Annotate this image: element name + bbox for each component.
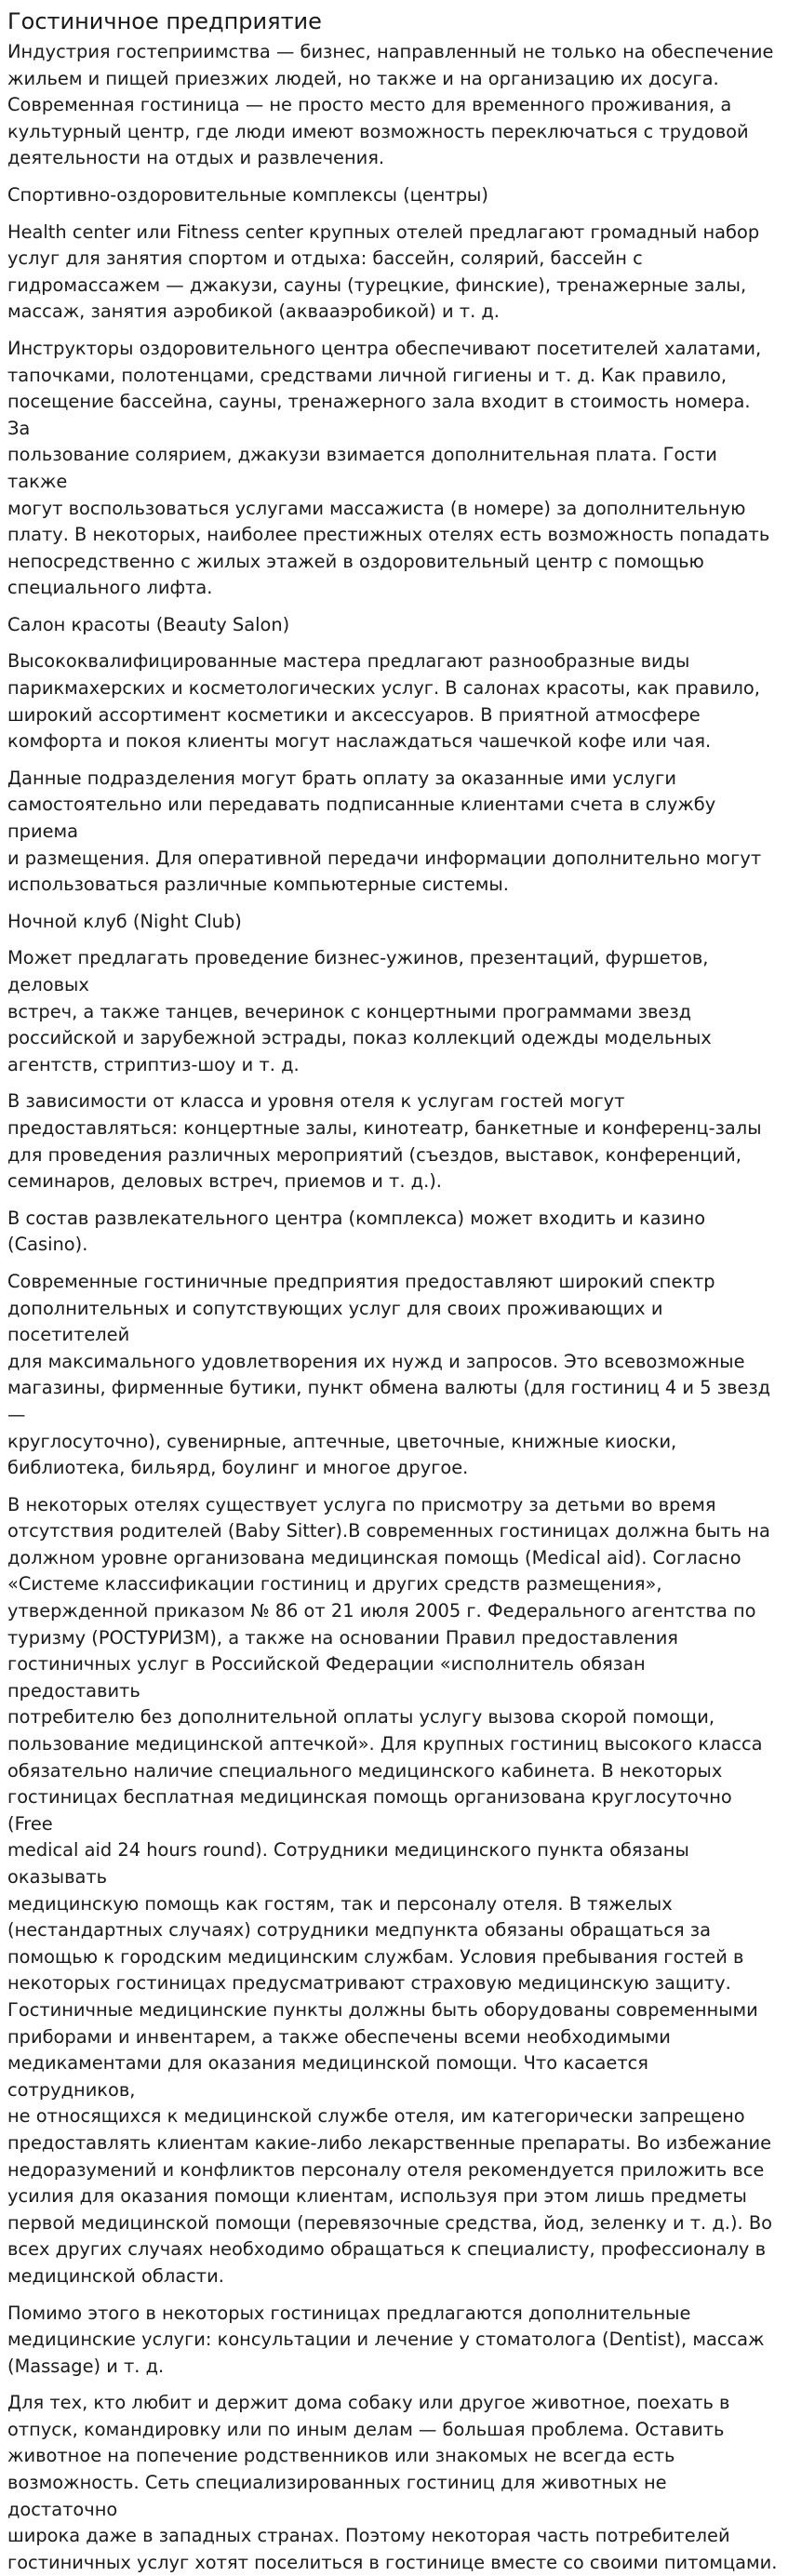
paragraph-beauty-masters: Высококвалифицированные мастера предлагают разнообразные виды парикмахерских и косметологических услуг. В салонах красоты, как правило, широкий ассортимент косметики и аксессуаров. В приятной атмосфере комфорта и покоя клиенты могут наслаждаться чашечкой кофе или чая. bbox=[7, 650, 760, 753]
paragraph-concert-halls: В зависимости от класса и уровня отеля к услугам гостей могут предоставляться: концертные залы, кинотеатр, банкетные и конференц-залы для проведения различных мероприятий (съездов, выставок, конференций, семинаров, деловых встреч, приемов и т. д.). bbox=[7, 1090, 762, 1193]
paragraph-health-center: Health center или Fitness center крупных отелей предлагают громадный набор услуг для занятия спортом и отдыха: бассейн, солярий, бассейн с гидромассажем — джакузи, сауны (турецкие, финские), тренажерные залы, массаж, занятия аэробикой (аквааэробикой) и т. д. bbox=[7, 220, 760, 323]
paragraph-medical-aid: В некоторых отелях существует услуга по присмотру за детьми во время отсутствия родителей (Baby Sitter).В современных гостиницах должна быть на должном уровне организована медицинская помощь (Medical aid). Согласно «Системе классификации гостиниц и других средств размещения», утвержденной приказом № 86 от 21 июля 2005 г. Федерального агентства по туризму (РОСТУРИЗМ), а также на основании Правил предоставления гостиничных услуг в Российской Федерации «исполнитель обязан предоставить потребителю без дополнительной оплаты услугу вызова скорой помощи, пользование медицинской аптечкой». Для крупных гостиниц высокого класса обязательно наличие специального медицинского кабинета. В некоторых гостиницах бесплатная медицинская помощь организована круглосуточно (Free medical aid 24 hours round). Сотрудники медицинского пункта обязаны оказывать медицинскую помощь как гостям, так и персоналу отеля. В тяжелых (нестандартных случаях) сотрудники медпункта обязаны обращаться за помощью к городским медицинским службам. Условия пребывания гостей в некоторых гостиницах предусматривают страховую медицинскую защиту. Гостиничные медицинские пункты должны быть оборудованы современными приборами и инвентарем, а также обеспечены всеми необходимыми медикаментами для оказания медицинской помощи. Что касается сотрудников, не относящихся к медицинской службе отеля, им категорически запрещено предоставлять клиентам какие-либо лекарственные препараты. Во избежание недоразумений и конфликтов персоналу отеля рекомендуется приложить все усилия для оказания помощи клиентам, используя при этом лишь предметы первой медицинской помощи (перевязочные средства, йод, зеленку и т. д.). Во всех других случаях необходимо обращаться к специалисту, профессионалу в медицинской области. bbox=[7, 1493, 773, 2287]
section-heading-beauty-salon: Салон красоты (Beauty Salon) bbox=[7, 613, 290, 635]
paragraph-dentist: Помимо этого в некоторых гостиницах предлагаются дополнительные медицинские услуги: консультации и лечение у стоматолога (Dentist), массаж (Massage) и т. д. bbox=[7, 2302, 765, 2377]
paragraph-pets: Для тех, кто любит и держит дома собаку или другое животное, поехать в отпуск, командировку или по иным делам — большая проблема. Оставить животное на попечение родственников или знакомых не всегда есть возможность. Сеть специализированных гостиниц для животных не достаточно широка даже в западных странах. Поэтому некоторая часть потребителей гостиничных услуг хотят поселиться в гостинице вместе со своими питомцами. bbox=[7, 2392, 778, 2573]
paragraph-additional-services: Современные гостиничные предприятия предоставляют широкий спектр дополнительных и сопутствующих услуг для своих проживающих и посетителей для максимального удовлетворения их нужд и запросов. Это всевозможные магазины, фирменные бутики, пункт обмена валюты (для гостиниц 4 и 5 звезд — круглосуточно), сувенирные, аптечные, цветочные, книжные киоски, библиотека, бильярд, боулинг и многое другое. bbox=[7, 1270, 771, 1479]
paragraph-payment: Данные подразделения могут брать оплату за оказанные ими услуги самостоятельно или передавать подписанные клиентами счета в службу приема и размещения. Для оперативной передачи информации дополнительно могут использоваться различные компьютерные системы. bbox=[7, 767, 762, 896]
page-title: Гостиничное предприятие bbox=[7, 8, 322, 34]
paragraph-night-club: Может предлагать проведение бизнес-ужинов, презентаций, фуршетов, деловых встреч, а также танцев, вечеринок с концертными программами звезд российской и зарубежной эстрады, показ коллекций одежды модельных агентств, стриптиз-шоу и т. д. bbox=[7, 947, 712, 1075]
paragraph-casino: В состав развлекательного центра (комплекса) может входить и казино (Casino). bbox=[7, 1207, 706, 1256]
section-heading-night-club: Ночной клуб (Night Club) bbox=[7, 910, 242, 932]
paragraph-instructors: Инструкторы оздоровительного центра обеспечивают посетителей халатами, тапочками, полотенцами, средствами личной гигиены и т. д. Как правило, посещение бассейна, сауны, тренажерного зала входит в стоимость номера. За пользование солярием, джакузи взимается дополнительная плата. Гости также могут воспользоваться услугами массажиста (в номере) за дополнительную плату. В некоторых, наиболее престижных отелях есть возможность попадать непосредственно с жилых этажей в оздоровительный центр с помощью специального лифта. bbox=[7, 337, 770, 599]
section-heading-sport: Спортивно-оздоровительные комплексы (центры) bbox=[7, 183, 488, 206]
paragraph-intro: Индустрия гостеприимства — бизнес, направленный не только на обеспечение жильем и пищей приезжих людей, но также и на организацию их досуга. Современная гостиница — не просто место для временного проживания, а культурный центр, где люди имеют возможность переключаться с трудовой деятельности на отдых и развлечения. bbox=[7, 41, 774, 169]
